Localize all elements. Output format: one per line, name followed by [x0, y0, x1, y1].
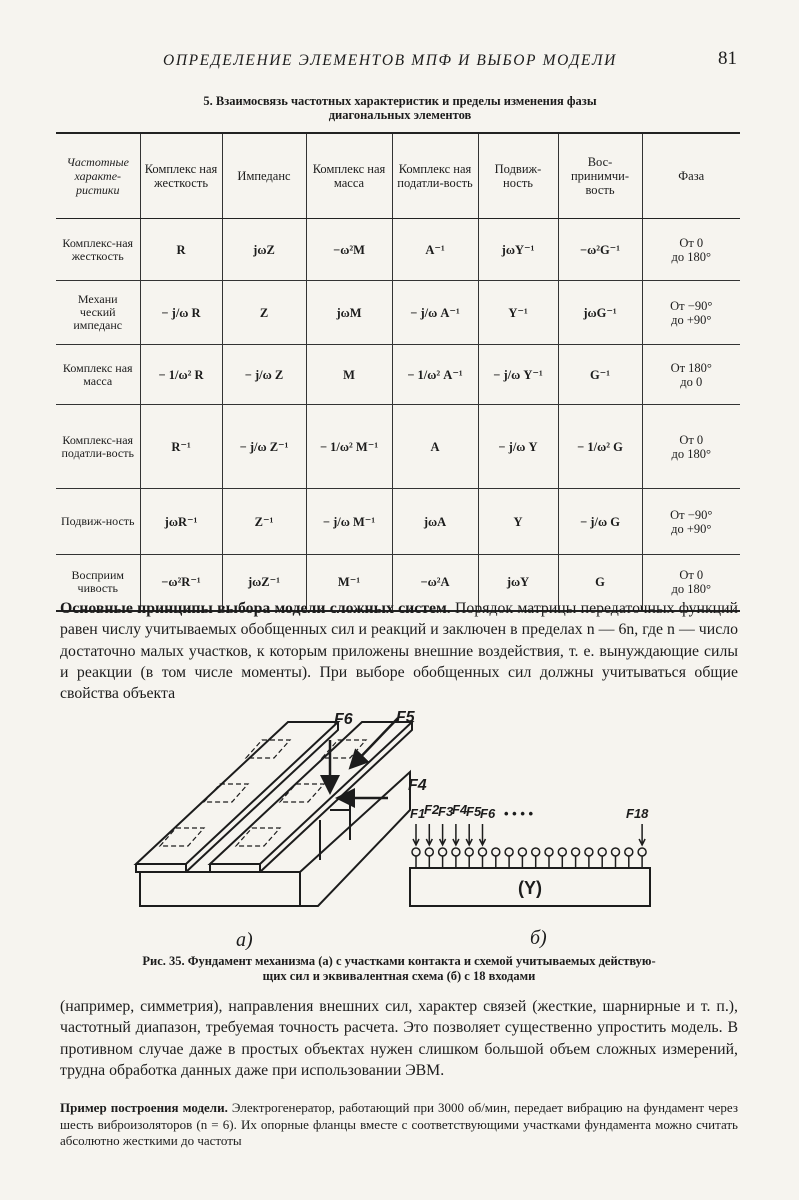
- input-terminal: [452, 848, 460, 856]
- left-rail-top: [136, 722, 338, 864]
- paragraph-text: Порядок матрицы передаточных функций равен числу учитываемых обобщенных сил и реакций и заключен в пределах n — 6n, где n — число достаточно малых участков, к которым приложены внешние воздействия, т. е. вынуждающие силы и реакции (в том числе моменты). При выборе обобщенных сил должны учитываться общие свойства объекта: [60, 600, 738, 703]
- table-cell: Y⁻¹: [478, 281, 558, 345]
- foundation-base-front: [140, 872, 300, 906]
- input-terminal: [612, 848, 620, 856]
- input-force-arrow: [480, 824, 486, 845]
- table-cell: −ω²G⁻¹: [558, 219, 642, 281]
- phase-from: От 0: [679, 235, 704, 250]
- example-heading: Пример построения модели.: [60, 1100, 228, 1115]
- column-header: Комплекс ная податли-вость: [392, 133, 478, 219]
- table-caption-line1: 5. Взаимосвязь частотных характеристик и пределы изменения фазы: [203, 94, 597, 108]
- table-cell: jωM: [306, 281, 392, 345]
- figure-35: [0, 700, 799, 950]
- force-label-f3: F3: [438, 804, 454, 819]
- table-cell: Y: [478, 489, 558, 555]
- row-header: Подвиж-ность: [56, 489, 140, 555]
- figure-caption: [56, 954, 742, 984]
- table-cell: − 1/ω² R: [140, 345, 222, 405]
- input-terminal: [558, 848, 566, 856]
- input-terminal: [439, 848, 447, 856]
- figure-caption-line1: Рис. 35. Фундамент механизма (а) с участками контакта и схемой учитываемых действую-: [142, 954, 656, 968]
- force-label-f18: F18: [626, 806, 649, 821]
- row-header: Комплекс-ная жесткость: [56, 219, 140, 281]
- column-header: Фаза: [642, 133, 740, 219]
- row-header: Механи ческий импеданс: [56, 281, 140, 345]
- input-terminal: [598, 848, 606, 856]
- example-text: Электрогенератор, работающий при 3000 об/мин, передает вибрацию на фундамент через шесть виброизоляторов (n = 6). Их опорные фланцы вместе с соответствующими участками фундамента можно считать абсолютно жесткими до частоты: [60, 1100, 739, 1148]
- table-cell: −ω²R⁻¹: [140, 555, 222, 611]
- input-force-arrow: [413, 824, 419, 845]
- input-terminal: [518, 848, 526, 856]
- phase-cell: [642, 281, 740, 345]
- table-cell: jωY⁻¹: [478, 219, 558, 281]
- column-header: Комплекс ная жесткость: [140, 133, 222, 219]
- frequency-characteristics-table: [56, 132, 740, 612]
- table-header-row: [56, 133, 740, 219]
- contact-patch: [236, 828, 280, 846]
- y-matrix-label: (Y): [518, 878, 542, 898]
- force-label-f4: F4: [408, 777, 427, 794]
- phase-to: до +90°: [671, 521, 712, 536]
- table-cell: − j/ω Y: [478, 405, 558, 489]
- input-terminal: [479, 848, 487, 856]
- column-header: Частотные характе-ристики: [56, 133, 140, 219]
- table-cell: Z⁻¹: [222, 489, 306, 555]
- table-cell: − j/ω Z⁻¹: [222, 405, 306, 489]
- phase-from: От 0: [679, 432, 704, 447]
- table-cell: − j/ω Z: [222, 345, 306, 405]
- row-header: Восприим чивость: [56, 555, 140, 611]
- table-cell: jωR⁻¹: [140, 489, 222, 555]
- input-terminal: [625, 848, 633, 856]
- phase-to: до 180°: [671, 249, 711, 264]
- table-cell: − j/ω R: [140, 281, 222, 345]
- table-cell: R⁻¹: [140, 405, 222, 489]
- input-terminal: [492, 848, 500, 856]
- phase-to: до +90°: [671, 312, 712, 327]
- force-label-f5: F5: [466, 804, 482, 819]
- ellipsis-label: • • • •: [504, 806, 534, 821]
- table-row: [56, 219, 740, 281]
- table-caption: [60, 94, 740, 122]
- figure-label-b: б): [530, 927, 547, 949]
- right-rail-front: [210, 864, 260, 872]
- table-row: [56, 489, 740, 555]
- input-terminal: [572, 848, 580, 856]
- force-label-f5: F5: [396, 709, 415, 726]
- input-terminals: [412, 848, 646, 868]
- figure-label-a: a): [236, 929, 253, 950]
- table-cell: jωY: [478, 555, 558, 611]
- input-terminal: [638, 848, 646, 856]
- table-cell: jωG⁻¹: [558, 281, 642, 345]
- body-paragraph: [60, 598, 738, 704]
- table-cell: A: [392, 405, 478, 489]
- input-force-arrow: [466, 824, 472, 845]
- column-header: Подвиж-ность: [478, 133, 558, 219]
- phase-from: От −90°: [670, 298, 713, 313]
- table-cell: G⁻¹: [558, 345, 642, 405]
- table-cell: G: [558, 555, 642, 611]
- table-cell: − j/ω Y⁻¹: [478, 345, 558, 405]
- input-force-arrows: [413, 824, 645, 845]
- table-cell: A⁻¹: [392, 219, 478, 281]
- table-cell: − 1/ω² A⁻¹: [392, 345, 478, 405]
- input-force-arrow: [426, 824, 432, 845]
- table-row: [56, 345, 740, 405]
- running-title: ОПРЕДЕЛЕНИЕ ЭЛЕМЕНТОВ МПФ И ВЫБОР МОДЕЛИ: [163, 52, 617, 69]
- input-force-arrow: [639, 824, 645, 845]
- force-label-f2: F2: [424, 802, 440, 817]
- force-label-f1: F1: [410, 806, 426, 821]
- input-terminal: [545, 848, 553, 856]
- input-terminal: [532, 848, 540, 856]
- contact-patch: [160, 828, 204, 846]
- phase-to: до 180°: [671, 446, 711, 461]
- page-number: 81: [718, 48, 737, 69]
- paragraph-heading: Основные принципы выбора модели сложных систем.: [60, 600, 451, 617]
- phase-from: От 180°: [670, 360, 712, 375]
- input-terminal: [505, 848, 513, 856]
- table-cell: jωZ⁻¹: [222, 555, 306, 611]
- foundation-base-side: [300, 772, 410, 906]
- table-cell: − j/ω G: [558, 489, 642, 555]
- figure-caption-line2: щих сил и эквивалентная схема (б) с 18 входами: [262, 969, 536, 983]
- phase-to: до 0: [680, 374, 703, 389]
- force-label-f4: F4: [452, 802, 468, 817]
- table-cell: − j/ω M⁻¹: [306, 489, 392, 555]
- table-cell: jωZ: [222, 219, 306, 281]
- equivalent-scheme: [410, 802, 650, 906]
- force-label-f6: F6: [480, 806, 496, 821]
- input-terminal: [425, 848, 433, 856]
- example-paragraph: [60, 1100, 738, 1150]
- body-paragraph: (например, симметрия), направления внешних сил, характер связей (жесткие, шарнирные и т. п.), частотный диапазон, требуемая точность расчета. Это позволяет существенно упростить модель. В противном случае даже в простых объектах нужен слишком большой объем сложных измерений, трудна обработка данных даже при использовании ЭВМ.: [60, 998, 738, 1079]
- table-row: [56, 405, 740, 489]
- row-header: Комплекс ная масса: [56, 345, 140, 405]
- input-terminal: [585, 848, 593, 856]
- table-row: [56, 281, 740, 345]
- table-cell: −ω²A: [392, 555, 478, 611]
- input-terminal: [412, 848, 420, 856]
- force-label-f6: F6: [334, 711, 353, 728]
- phase-from: От 0: [679, 568, 704, 583]
- column-header: Вос-принимчи-вость: [558, 133, 642, 219]
- phase-from: От −90°: [670, 507, 713, 522]
- table-cell: − 1/ω² G: [558, 405, 642, 489]
- applied-forces-a: [330, 718, 398, 798]
- phase-cell: [642, 489, 740, 555]
- left-rail-front: [136, 864, 186, 872]
- table-cell: R: [140, 219, 222, 281]
- table-caption-line2: диагональных элементов: [328, 108, 472, 122]
- foundation-sketch: [136, 722, 412, 906]
- column-header: Комплекс ная масса: [306, 133, 392, 219]
- right-rail-top: [210, 722, 412, 864]
- input-force-arrow: [453, 824, 459, 845]
- input-force-arrow: [440, 824, 446, 845]
- table-cell: M: [306, 345, 392, 405]
- table-cell: − j/ω A⁻¹: [392, 281, 478, 345]
- foundation-diagram: [0, 700, 799, 950]
- input-terminal: [465, 848, 473, 856]
- phase-cell: [642, 405, 740, 489]
- phase-to: до 180°: [671, 582, 711, 597]
- table-cell: Z: [222, 281, 306, 345]
- table-cell: jωA: [392, 489, 478, 555]
- contact-patch: [322, 740, 366, 758]
- column-header: Импеданс: [222, 133, 306, 219]
- table-cell: − 1/ω² M⁻¹: [306, 405, 392, 489]
- table-cell: M⁻¹: [306, 555, 392, 611]
- table-cell: −ω²M: [306, 219, 392, 281]
- row-header: Комплекс-ная податли-вость: [56, 405, 140, 489]
- phase-cell: [642, 345, 740, 405]
- phase-cell: [642, 219, 740, 281]
